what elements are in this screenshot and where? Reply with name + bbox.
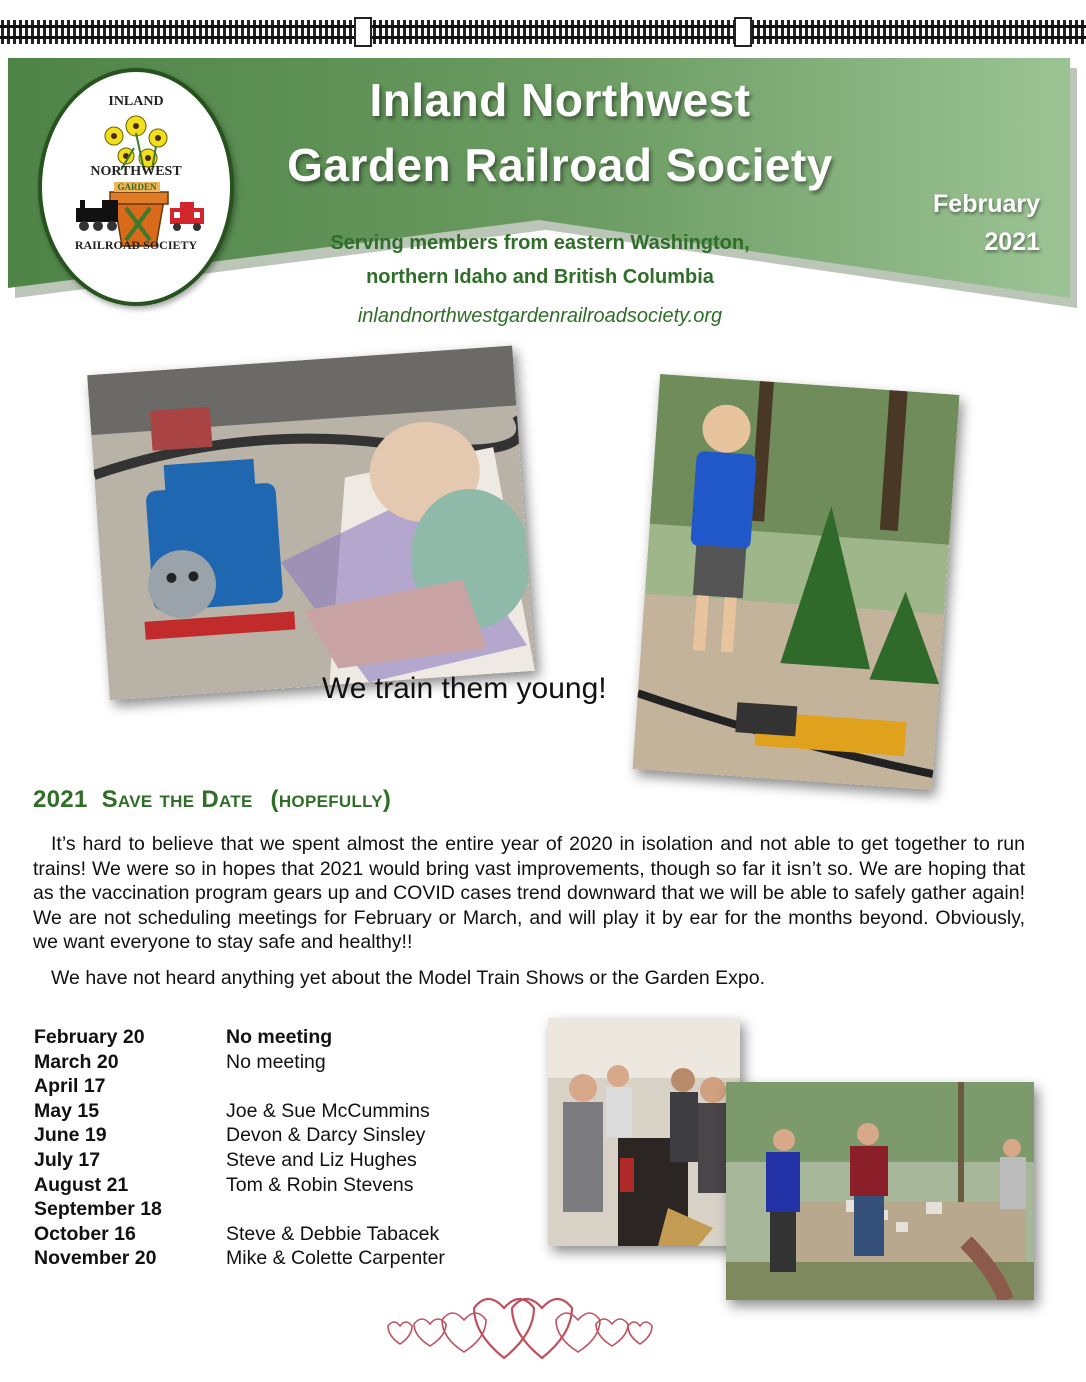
schedule-date: May 15 [34, 1099, 100, 1122]
schedule-host [226, 1197, 506, 1222]
locomotive-icon [72, 196, 126, 232]
tagline-line1: Serving members from eastern Washington, [330, 232, 750, 254]
schedule-host [226, 1074, 506, 1099]
schedule-row [34, 1148, 506, 1173]
schedule-row [34, 1197, 506, 1222]
schedule-host: No meeting [226, 1050, 326, 1073]
newsletter-title-line2: Garden Railroad Society [287, 139, 833, 191]
section-title: Save the Date [101, 786, 253, 813]
schedule-date: October 16 [34, 1222, 136, 1245]
photo-caption: We train them young! [322, 672, 607, 705]
section-heading [33, 786, 391, 814]
schedule-host: Joe & Sue McCummins [226, 1099, 430, 1122]
article-paragraph-1: It’s hard to believe that we spent almost the entire year of 2020 in isolation and not able to get together to run trains! We were so in hopes that 2021 would bring vast improvements, though so far it isn’t so. We are hoping that as the vaccination program gears up and COVID cases trend downward that we will be able to safely gather again! We are not scheduling meetings for February or March, and will play it by ear for the months beyond. Obviously, we want everyone to stay safe and healthy!! [33, 833, 1025, 953]
schedule-date: September 18 [34, 1198, 162, 1221]
track-border [0, 14, 1086, 50]
schedule-date: August 21 [34, 1173, 129, 1196]
schedule-date: February 20 [34, 1026, 145, 1048]
schedule-date: July 17 [34, 1148, 101, 1171]
caboose-icon [168, 200, 206, 232]
schedule-host: No meeting [226, 1026, 333, 1048]
schedule-host: Devon & Darcy Sinsley [226, 1124, 426, 1147]
schedule-row [34, 1222, 506, 1247]
schedule-row [34, 1050, 506, 1075]
article-body [33, 832, 1025, 990]
logo-text-garden: GARDEN [114, 182, 160, 192]
schedule-date: November 20 [34, 1247, 157, 1270]
schedule-row [34, 1123, 506, 1148]
schedule-host: Mike & Colette Carpenter [226, 1247, 445, 1270]
tagline-line2: northern Idaho and British Columbia [366, 266, 714, 288]
schedule-row [34, 1246, 506, 1271]
schedule-date: April 17 [34, 1075, 106, 1098]
photo-baby-with-train [87, 346, 535, 701]
schedule-row [34, 1099, 506, 1124]
schedule-row [34, 1173, 506, 1198]
logo-text-inland: INLAND [108, 94, 164, 109]
website-link[interactable]: inlandnorthwestgardenrailroadsociety.org [357, 305, 723, 327]
newsletter-title-line1: Inland Northwest [369, 74, 751, 126]
schedule-host: Steve and Liz Hughes [226, 1148, 417, 1171]
meeting-schedule [34, 1025, 506, 1271]
issue-month: February [933, 190, 1040, 218]
photo-boy-in-garden [633, 374, 960, 790]
schedule-host: Tom & Robin Stevens [226, 1173, 414, 1196]
photo-indoor-layout [548, 1018, 740, 1246]
society-logo [38, 68, 234, 306]
issue-year: 2021 [984, 228, 1040, 256]
logo-text-railroad-society: RAILROAD SOCIETY [74, 238, 198, 252]
schedule-host: Steve & Debbie Tabacek [226, 1222, 440, 1245]
logo-text-northwest: NORTHWEST [90, 164, 182, 179]
section-year: 2021 [33, 786, 88, 813]
hearts-divider-icon [378, 1290, 663, 1370]
tagline [280, 226, 800, 294]
schedule-row [34, 1025, 506, 1050]
section-title-suffix: (hopefully) [270, 786, 392, 813]
schedule-row [34, 1074, 506, 1099]
schedule-date: June 19 [34, 1124, 107, 1147]
article-paragraph-2: We have not heard anything yet about the Model Train Shows or the Garden Expo. [51, 966, 765, 989]
photo-outdoor-layout [726, 1082, 1034, 1300]
schedule-date: March 20 [34, 1050, 119, 1073]
